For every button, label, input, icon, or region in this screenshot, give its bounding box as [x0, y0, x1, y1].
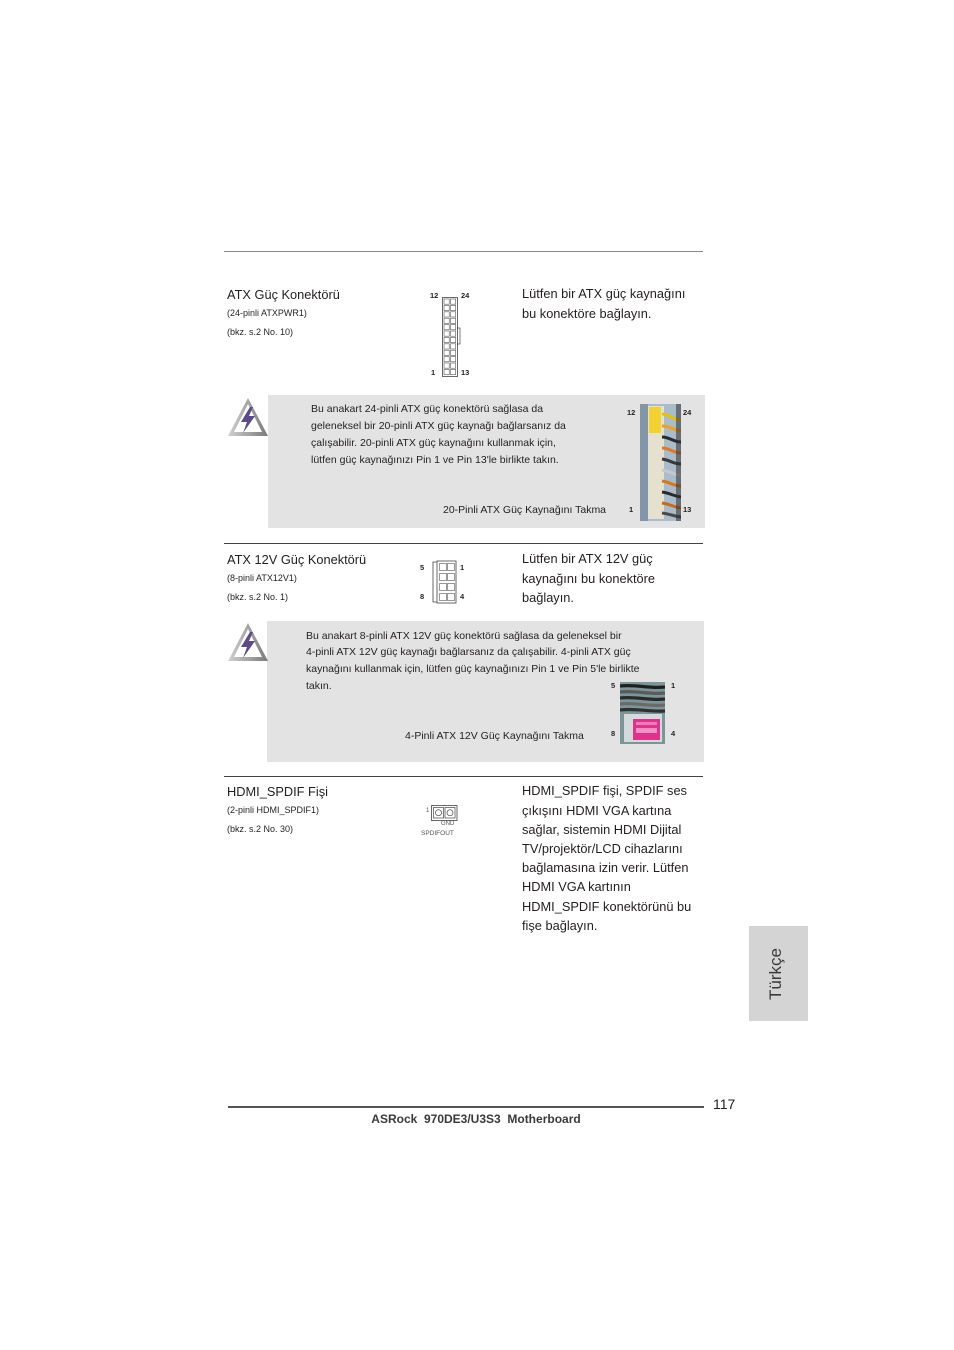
atx12v-8pin-connector-diagram: [432, 560, 458, 604]
spdif-out-label: SPDIFOUT: [421, 830, 454, 837]
connector-outline: [443, 298, 458, 377]
top-rule: [224, 251, 703, 252]
atx-power-heading-block: [227, 285, 340, 342]
note-line: kaynağını kullanmak için, lütfen güç kaynağınızı Pin 1 ve Pin 5'le birlikte: [306, 663, 640, 676]
photo-label-24: 24: [683, 408, 692, 417]
warning-triangle-icon: [227, 621, 269, 663]
connector-latch: [458, 328, 461, 344]
pin-label-13: 13: [461, 368, 470, 377]
warning-triangle-icon: [227, 396, 269, 438]
page-number: 117: [713, 1096, 736, 1112]
description-line: HDMI_SPDIF konektörünü bu: [522, 898, 692, 914]
description-line: bu konektöre bağlayın.: [522, 305, 652, 321]
description-line: çıkışını HDMI VGA kartına: [522, 802, 672, 818]
section-ref: (bkz. s.2 No. 30): [227, 823, 294, 834]
pin-label-8: 8: [420, 592, 425, 601]
photo-label-8: 8: [611, 729, 616, 738]
description-line: Lütfen bir ATX 12V güç: [522, 551, 653, 567]
pin-label-24: 24: [461, 291, 470, 300]
note-line: 4-pinli ATX 12V güç kaynağı bağlarsanız da çalışabilir. 4-pinli ATX güç: [306, 646, 631, 659]
atx-20pin-install-photo: [640, 404, 681, 521]
section-title: ATX Güç Konektörü: [227, 286, 340, 302]
section-ref: (bkz. s.2 No. 10): [227, 326, 294, 337]
photo-label-1: 1: [671, 681, 676, 690]
atx-24pin-connector-diagram: [441, 296, 461, 378]
section-subtitle: (8-pinli ATX12V1): [227, 572, 297, 583]
description-line: sağlar, sistemin HDMI Dijital: [522, 821, 682, 837]
section-title: ATX 12V Güç Konektörü: [227, 551, 367, 567]
note-text: [306, 628, 640, 695]
language-side-tab: [749, 926, 808, 1021]
language-tab-label: Türkçe: [765, 947, 785, 1000]
note-box-24pin: [268, 395, 705, 528]
note-line: takın.: [306, 679, 332, 692]
note-box-8pin: [267, 621, 704, 762]
photo-label-1: 1: [629, 505, 634, 514]
footer-rule: [228, 1106, 704, 1108]
note-line: geleneksel bir 20-pinli ATX güç kaynağı bağlarsanız da: [311, 419, 566, 432]
note-line: Bu anakart 24-pinli ATX güç konektörü sağlasa da: [311, 402, 544, 415]
pin-label-12: 12: [430, 291, 439, 300]
description-line: bağlayın.: [522, 589, 574, 605]
photo-label-13: 13: [683, 505, 692, 514]
note-line: lütfen güç kaynağınızı Pin 1 ve Pin 13'le birlikte takın.: [311, 453, 559, 466]
hdmi-spdif-connector-diagram: [431, 805, 458, 822]
note-line: Bu anakart 8-pinli ATX 12V güç konektörü sağlasa da geleneksel bir: [306, 629, 622, 642]
spdif-gnd-label: GND: [441, 821, 455, 827]
section-ref: (bkz. s.2 No. 1): [227, 591, 289, 602]
footer-product-name: ASRock 970DE3/U3S3 Motherboard: [371, 1112, 581, 1126]
pin-label-1: 1: [431, 368, 436, 377]
photo-label-12: 12: [627, 408, 636, 417]
description-line: kaynağını bu konektöre: [522, 570, 656, 586]
hdmi-spdif-heading-block: [227, 782, 328, 839]
photo-caption: 4-Pinli ATX 12V Güç Kaynağını Takma: [405, 730, 584, 742]
description-line: HDMI VGA kartının: [522, 879, 631, 895]
atx12v-description: [522, 549, 655, 607]
photo-label-4: 4: [671, 729, 676, 738]
atx12v-4pin-install-photo: [620, 682, 665, 744]
description-line: HDMI_SPDIF fişi, SPDIF ses: [522, 783, 687, 799]
spdif-pin1-label: 1: [426, 808, 430, 814]
description-line: Lütfen bir ATX güç kaynağını: [522, 286, 686, 302]
photo-label-5: 5: [611, 681, 616, 690]
hdmi-spdif-description: [522, 781, 691, 935]
note-line: çalışabilir. 20-pinli ATX güç kaynağını kullanmak için,: [311, 436, 556, 449]
section-divider: [224, 776, 703, 777]
description-line: bağlamasına izin verir. Lütfen: [522, 860, 689, 876]
note-text: [311, 401, 566, 469]
connector-label: [649, 407, 661, 433]
pin-label-4: 4: [460, 592, 465, 601]
atx12v-heading-block: [227, 550, 366, 607]
pin-label-5: 5: [420, 563, 425, 572]
pin-label-1: 1: [460, 563, 465, 572]
section-title: HDMI_SPDIF Fişi: [227, 783, 328, 799]
description-line: fişe bağlayın.: [522, 917, 598, 933]
description-line: TV/projektör/LCD cihazlarını: [522, 841, 683, 856]
atx-power-description: [522, 284, 685, 322]
section-subtitle: (2-pinli HDMI_SPDIF1): [227, 804, 320, 815]
photo-caption: 20-Pinli ATX Güç Kaynağını Takma: [443, 504, 607, 516]
section-divider: [224, 543, 703, 544]
section-subtitle: (24-pinli ATXPWR1): [227, 307, 307, 318]
connector-bracket: [433, 562, 437, 602]
